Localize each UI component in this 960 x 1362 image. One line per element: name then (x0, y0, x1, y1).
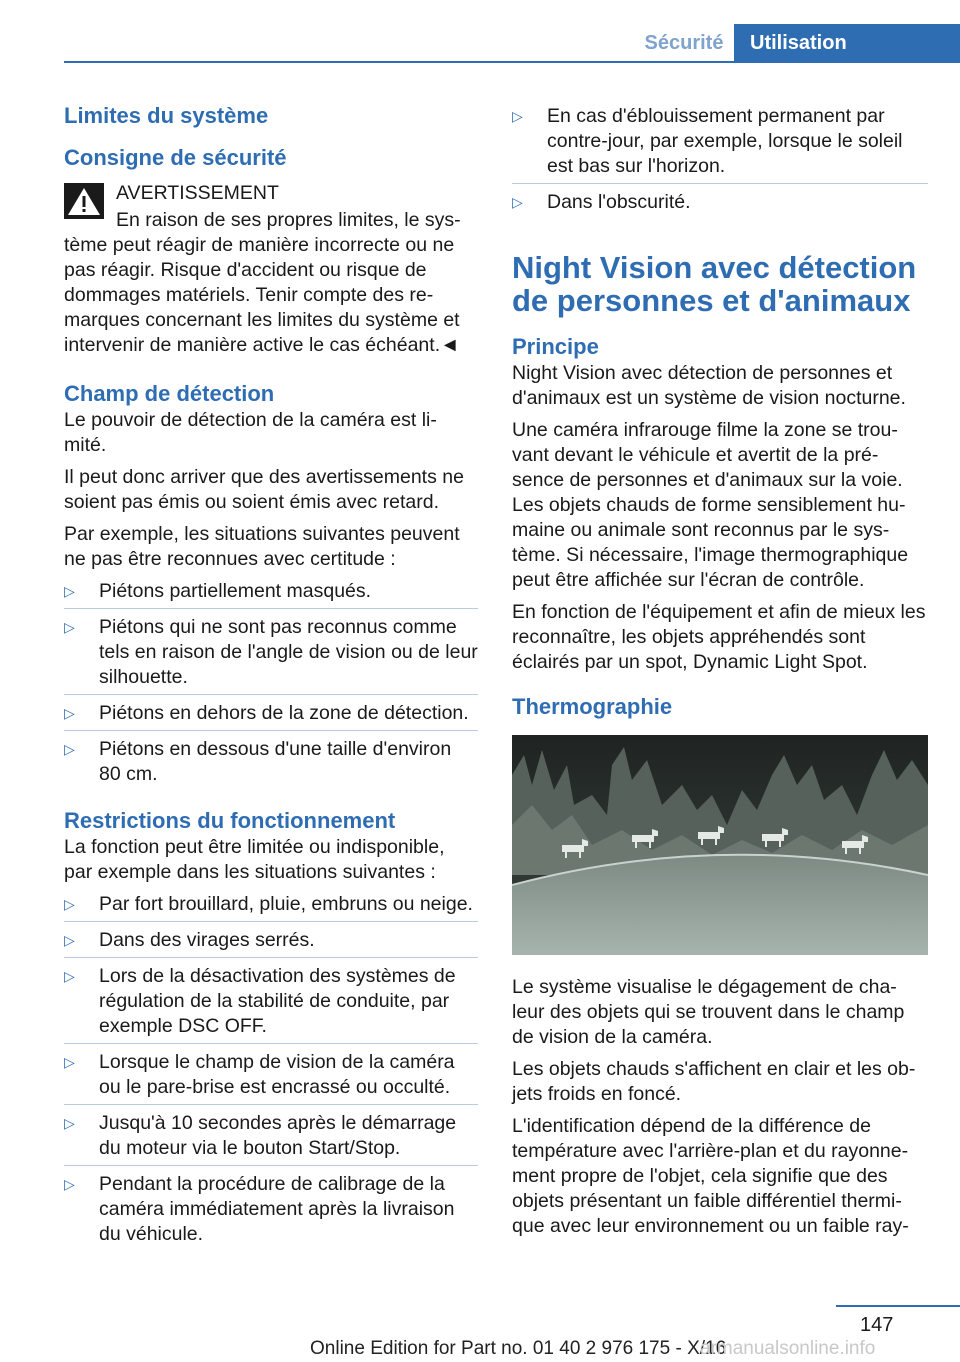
bullet-list-continued (512, 104, 928, 219)
bullet-icon: ▷ (64, 1176, 75, 1192)
bullet-icon: ▷ (64, 705, 75, 721)
list-item-text: Par fort brouillard, pluie, embruns ou neige. (99, 893, 473, 915)
bullet-icon: ▷ (64, 741, 75, 757)
list-item-text: Lorsque le champ de vision de la caméra ou le pare-brise est encrassé ou occulté. (99, 1051, 455, 1098)
list-item (64, 892, 478, 922)
bullet-icon: ▷ (64, 932, 75, 948)
bullet-icon: ▷ (64, 619, 75, 635)
bullet-icon: ▷ (64, 1115, 75, 1131)
heading-consigne: Consigne de sécurité (64, 145, 287, 170)
list-item (64, 737, 478, 791)
list-item (512, 190, 928, 219)
list-item (512, 104, 928, 184)
paragraph: Par exemple, les situations suivantes peuvent ne pas être reconnues avec certitude : (64, 523, 460, 570)
list-item (64, 928, 478, 958)
tab-utilisation[interactable]: Utilisation (734, 24, 960, 62)
heading-night-vision: Night Vision avec détection de personnes et d'animaux (512, 250, 917, 318)
bullet-icon: ▷ (64, 896, 75, 912)
bullet-list-detection (64, 579, 478, 791)
paragraph: Le système visualise le dégagement de cha-leur des objets qui se trouvent dans le champ de vision de la caméra. (512, 976, 905, 1048)
thermal-image (512, 735, 928, 955)
warning-text: En raison de ses propres limites, le sys-tème peut réagir de manière incorrecte ou ne pas réagir. Risque d'accident ou risque de dommages matériels. Tenir compte des re-marques concernant les limites du système et intervenir de manière active le cas échéant.◄ (64, 209, 461, 356)
list-item (64, 1050, 478, 1105)
heading-thermographie: Thermographie (512, 694, 673, 719)
paragraph: Une caméra infrarouge filme la zone se trou-vant devant le véhicule et avertit de la pré-sence de personnes et d'animaux sur la voie. Les objets chauds de forme sensiblement hu-maine ou animale sont reconnus par le sys-tème. Si nécessaire, l'image thermographique peut être affichée sur l'écran de contrôle. (512, 419, 909, 591)
warning-icon (64, 183, 104, 219)
list-item (64, 1172, 478, 1251)
list-item (64, 964, 478, 1044)
tab-securite[interactable]: Sécurité (644, 32, 724, 54)
paragraph: En fonction de l'équipement et afin de mieux les reconnaître, les objets appréhendés sont éclairés par un spot, Dynamic Light Spot. (512, 601, 926, 673)
bullet-icon: ▷ (512, 194, 523, 210)
right-column (512, 100, 928, 1246)
list-item-text: Dans des virages serrés. (99, 929, 315, 951)
paragraph: Il peut donc arriver que des avertissements ne soient pas émis ou soient émis avec retard. (64, 466, 464, 513)
list-item-text: Dans l'obscurité. (547, 191, 691, 213)
bullet-list-restrictions (64, 892, 478, 1251)
list-item-text: Piétons en dessous d'une taille d'environ 80 cm. (99, 738, 452, 785)
heading-restrictions: Restrictions du fonctionnement (64, 808, 396, 833)
paragraph: Night Vision avec détection de personnes et d'animaux est un système de vision nocturne. (512, 362, 906, 409)
list-item-text: Piétons en dehors de la zone de détection. (99, 702, 469, 724)
bullet-icon: ▷ (512, 108, 523, 124)
bullet-icon: ▷ (64, 583, 75, 599)
footer-divider (836, 1305, 960, 1307)
list-item-text: Pendant la procédure de calibrage de la caméra immédiatement après la livraison du véhicule. (99, 1173, 455, 1245)
warning-block (64, 181, 478, 358)
list-item-text: Lors de la désactivation des systèmes de régulation de la stabilité de conduite, par exemple DSC OFF. (99, 965, 456, 1037)
page-number: 147 (860, 1314, 894, 1336)
heading-champ: Champ de détection (64, 381, 275, 406)
page-header (64, 0, 960, 62)
paragraph: La fonction peut être limitée ou indisponible, par exemple dans les situations suivantes : (64, 836, 445, 883)
paragraph: L'identification dépend de la différence de température avec l'arrière-plan et du rayonne-ment propre de l'objet, cela signifie que des objets présentant un faible différentiel thermi-que avec leur environnement ou un faible ray- (512, 1115, 909, 1237)
edition-text: Online Edition for Part no. 01 40 2 976 175 - X/16 (310, 1338, 727, 1359)
page-footer (0, 1300, 960, 1362)
list-item (64, 615, 478, 695)
paragraph: Les objets chauds s'affichent en clair et les ob-jets froids en foncé. (512, 1058, 916, 1105)
heading-principe: Principe (512, 334, 599, 359)
list-item (64, 579, 478, 609)
list-item-text: Piétons partiellement masqués. (99, 580, 372, 602)
list-item-text: Piétons qui ne sont pas reconnus comme tels en raison de l'angle de vision ou de leur silhouette. (99, 616, 478, 688)
list-item-text: Jusqu'à 10 secondes après le démarrage du moteur via le bouton Start/Stop. (99, 1112, 457, 1159)
paragraph: Le pouvoir de détection de la caméra est li-mité. (64, 409, 437, 456)
heading-limites: Limites du système (64, 103, 269, 128)
list-item-text: En cas d'éblouissement permanent par contre-jour, par exemple, lorsque le soleil est bas sur l'horizon. (547, 105, 903, 177)
warning-title: AVERTISSEMENT (116, 182, 279, 204)
left-column (64, 100, 478, 1261)
header-divider (64, 61, 960, 63)
list-item (64, 701, 478, 731)
bullet-icon: ▷ (64, 968, 75, 984)
list-item (64, 1111, 478, 1166)
watermark: armanualsonline.info (700, 1338, 876, 1359)
bullet-icon: ▷ (64, 1054, 75, 1070)
